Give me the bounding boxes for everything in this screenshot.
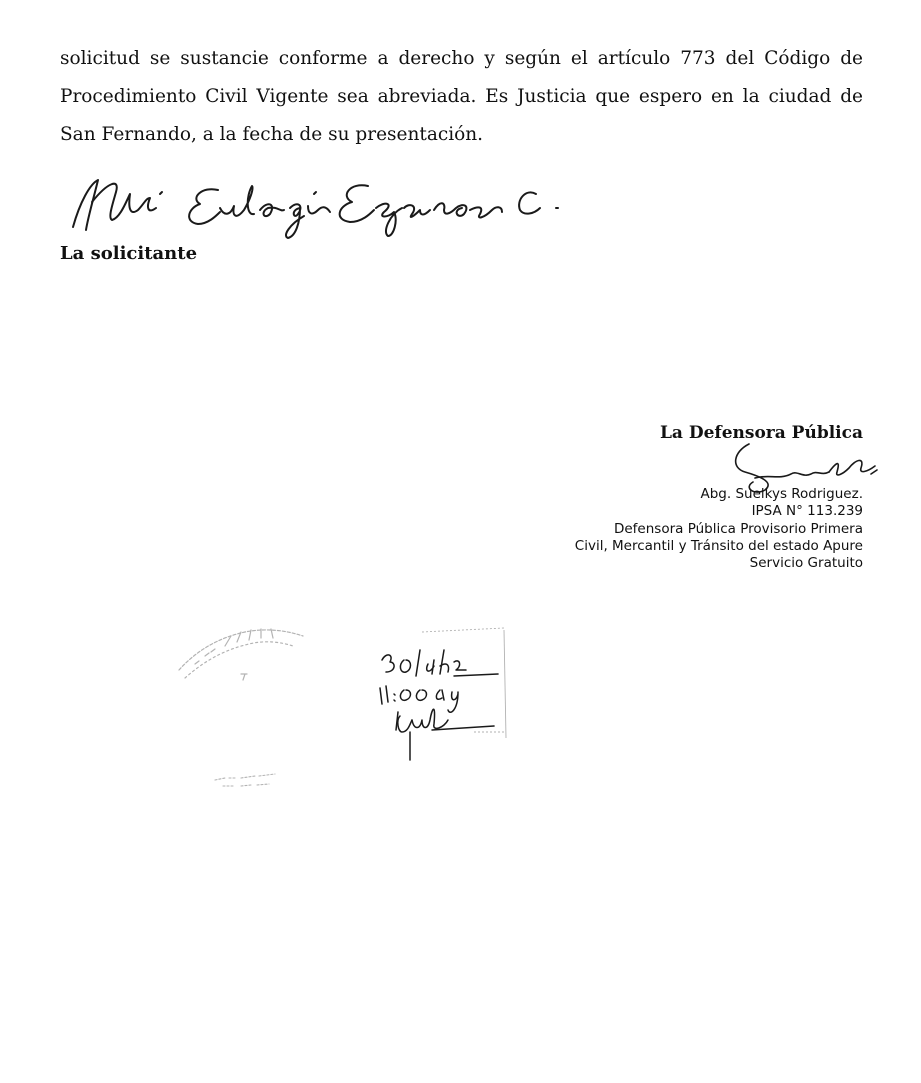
applicant-label: La solicitante (60, 243, 198, 264)
defender-credentials (470, 486, 863, 572)
body-paragraph (60, 40, 863, 154)
receipt-stamp (370, 620, 510, 770)
defender-title: La Defensora Pública (659, 423, 863, 443)
defender-jurisdiction: Civil, Mercantil y Tránsito del estado Apure (574, 537, 863, 554)
body-line: solicitud se sustancie conforme a derecho y según el artículo 773 del Código de (60, 48, 863, 69)
defender-name: Abg. Suelkys Rodriguez. (700, 486, 863, 502)
seal-fragment-stamp (205, 770, 295, 792)
defender-service: Servicio Gratuito (749, 555, 863, 572)
defender-position: Defensora Pública Provisorio Primera (613, 520, 863, 537)
applicant-signature (68, 172, 568, 242)
body-line: San Fernando, a la fecha de su presentación. (60, 124, 484, 145)
defender-ipsa: IPSA N° 113.239 (751, 503, 863, 520)
body-line: Procedimiento Civil Vigente sea abreviada. Es Justicia que espero en la ciudad de (60, 86, 863, 107)
official-seal-stamp (165, 612, 315, 692)
